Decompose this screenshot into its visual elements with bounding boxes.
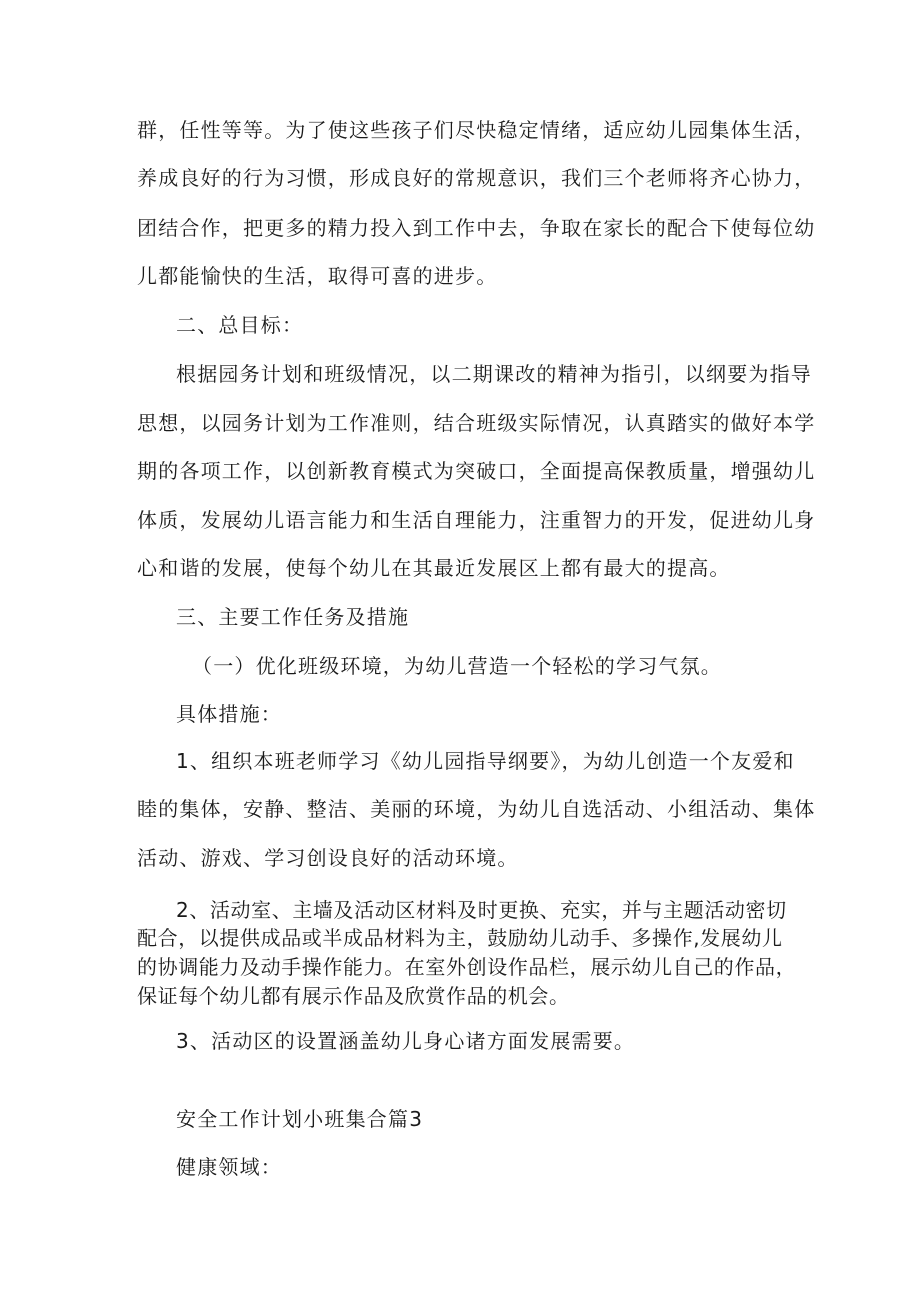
measures-label: 具体措施：: [176, 702, 282, 726]
paragraph-intro-line-2: 养成良好的行为习惯，形成良好的常规意识，我们三个老师将齐心协力，: [137, 166, 816, 190]
item-2-line-1: 2、活动室、主墙及活动区材料及时更换、充实，并与主题活动密切: [176, 898, 787, 922]
item-2-line-4: 保证每个幼儿都有展示作品及欣赏作品的机会。: [137, 984, 570, 1008]
paragraph-intro-line-1: 群，任性等等。为了使这些孩子们尽快稳定情绪，适应幼儿园集体生活，: [137, 118, 816, 142]
paragraph-goal-line-4: 体质，发展幼儿语言能力和生活自理能力，注重智力的开发，促进幼儿身: [137, 508, 816, 532]
paragraph-goal-line-3: 期的各项工作，以创新教育模式为突破口，全面提高保教质量，增强幼儿: [137, 459, 816, 483]
heading-tasks: 三、主要工作任务及措施: [176, 605, 410, 629]
paragraph-goal-line-2: 思想，以园务计划为工作准则，结合班级实际情况，认真踏实的做好本学: [137, 411, 816, 435]
item-1-line-1: 1、组织本班老师学习《幼儿园指导纲要》，为幼儿创造一个友爱和: [176, 749, 795, 773]
paragraph-goal-line-5: 心和谐的发展，使每个幼儿在其最近发展区上都有最大的提高。: [137, 556, 731, 580]
heading-goal: 二、总目标：: [176, 313, 304, 337]
paragraph-intro-line-3: 团结合作，把更多的精力投入到工作中去，争取在家长的配合下使每位幼: [137, 216, 816, 240]
item-3: 3、活动区的设置涵盖幼儿身心诸方面发展需要。: [176, 1029, 636, 1053]
paragraph-goal-line-1: 根据园务计划和班级情况，以二期课改的精神为指引，以纲要为指导: [176, 362, 812, 386]
section-title: 安全工作计划小班集合篇3: [176, 1107, 424, 1131]
subheading-environment: （一）优化班级环境，为幼儿营造一个轻松的学习气氛。: [192, 654, 722, 678]
item-2-line-2: 配合，以提供成品或半成品材料为主，鼓励幼儿动手、多操作,发展幼儿: [137, 926, 783, 950]
paragraph-intro-line-4: 儿都能愉快的生活，取得可喜的进步。: [137, 264, 498, 288]
item-2-line-3: 的协调能力及动手操作能力。在室外创设作品栏，展示幼儿自己的作品，: [137, 955, 797, 979]
item-1-line-2: 睦的集体，安静、整洁、美丽的环境，为幼儿自选活动、小组活动、集体: [137, 797, 816, 821]
item-1-line-3: 活动、游戏、学习创设良好的活动环境。: [137, 846, 519, 870]
health-label: 健康领域：: [176, 1155, 282, 1179]
